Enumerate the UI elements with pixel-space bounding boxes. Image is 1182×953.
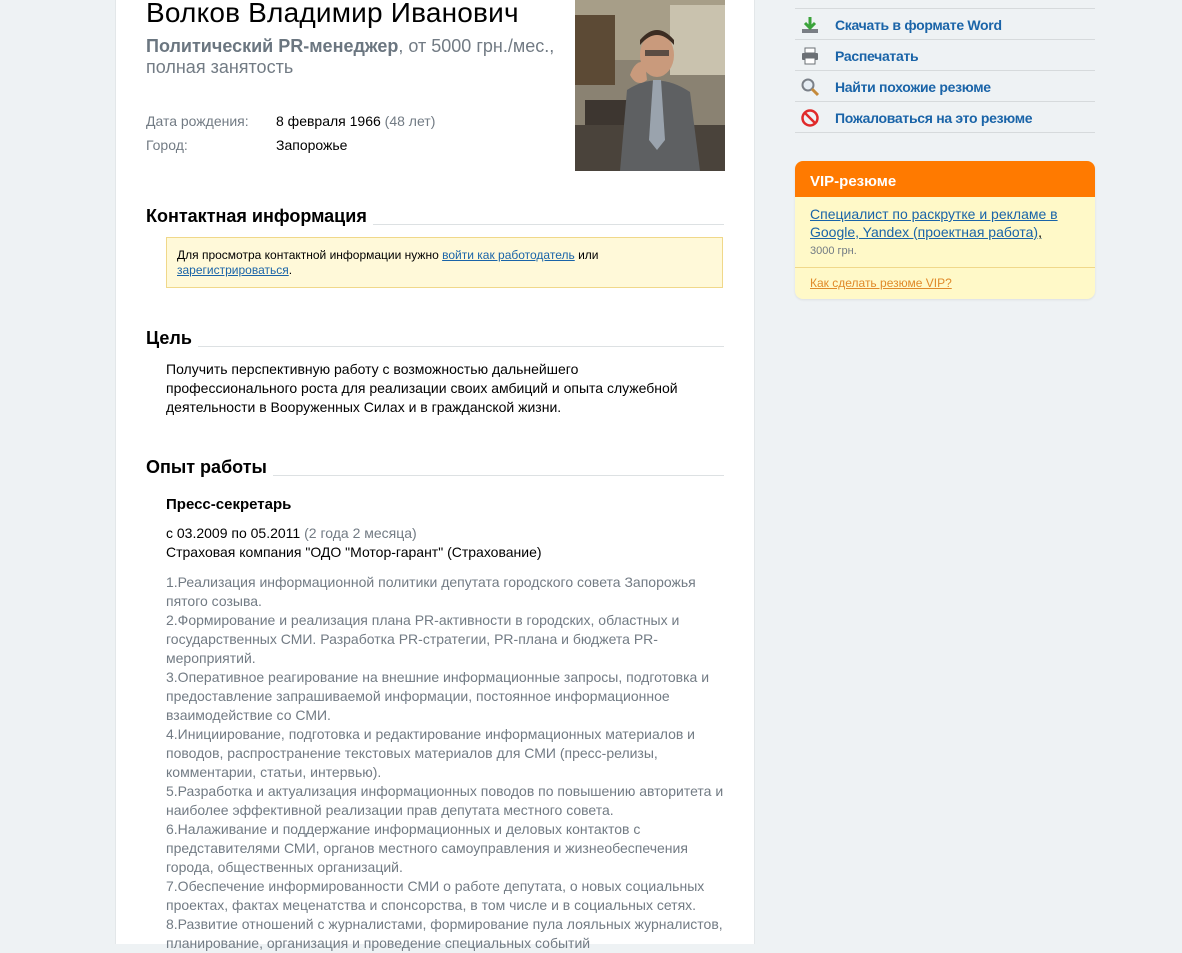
how-to-vip-link[interactable]: Как сделать резюме VIP? bbox=[810, 276, 952, 290]
job-company: Страховая компания "ОДО "Мотор-гарант" (Страхование) bbox=[166, 544, 542, 560]
birth-date-value: 8 февраля 1966 bbox=[276, 113, 381, 129]
duty-item: 2.Формирование и реализация плана PR-активности в городских, областных и государственных СМИ. Разработка PR-стратегии, PR-плана и бюджета PR-мероприятий. bbox=[166, 612, 680, 666]
magnifier-icon bbox=[800, 77, 820, 97]
download-word-action[interactable] bbox=[795, 9, 1095, 40]
printer-icon bbox=[800, 46, 820, 66]
contact-notice bbox=[166, 237, 723, 288]
notice-suffix-text: . bbox=[288, 263, 293, 277]
print-action[interactable] bbox=[795, 40, 1095, 71]
notice-prefix-text: Для просмотра контактной информации нужно bbox=[177, 248, 443, 262]
contact-section-heading bbox=[146, 200, 724, 225]
age-value: (48 лет) bbox=[384, 113, 436, 129]
resume-main-panel bbox=[115, 0, 755, 951]
position-details: , от 5000 грн./мес., полная занятость bbox=[146, 36, 555, 77]
duty-item: 8.Развитие отношений с журналистами, формирование пула лояльных журналистов, планирование, организация и проведение специальных событий bbox=[166, 916, 723, 951]
goal-text: Получить перспективную работу с возможностью дальнейшего профессионального роста для реализации своих амбиций и опыта служебной деятельности в Вооруженных Силах и в гражданской жизни. bbox=[166, 361, 678, 415]
contact-section-title: Контактная информация bbox=[146, 206, 373, 227]
login-as-employer-link[interactable]: войти как работодатель bbox=[442, 248, 575, 262]
birth-date-row bbox=[146, 113, 435, 129]
job-dates: с 03.2009 по 05.2011 bbox=[166, 525, 301, 541]
goal-section-title: Цель bbox=[146, 328, 198, 349]
find-similar-action[interactable] bbox=[795, 71, 1095, 102]
vip-resume-salary: 3000 грн. bbox=[810, 245, 857, 257]
vip-link-suffix: , bbox=[1038, 224, 1042, 240]
job-title: Пресс-секретарь bbox=[166, 496, 292, 513]
position-line bbox=[146, 36, 566, 78]
duty-item: 6.Налаживание и поддержание информационных и деловых контактов с представителями СМИ, органов местного самоуправления и жизнеобеспечения города, общественных организаций. bbox=[166, 821, 688, 875]
experience-section-title: Опыт работы bbox=[146, 457, 273, 478]
birth-date-label: Дата рождения: bbox=[146, 113, 249, 129]
report-resume-label: Пожаловаться на это резюме bbox=[835, 110, 1033, 126]
city-value: Запорожье bbox=[276, 137, 348, 153]
candidate-name: Волков Владимир Иванович bbox=[146, 0, 519, 28]
find-similar-label: Найти похожие резюме bbox=[835, 79, 991, 95]
duty-item: 7.Обеспечение информированности СМИ о работе депутата, о новых социальных проектах, фактах меценатства и спонсорства, в том числе и в социальных сетях. bbox=[166, 878, 705, 913]
vip-resume-box bbox=[795, 161, 1095, 299]
city-label: Город: bbox=[146, 137, 188, 153]
candidate-photo bbox=[575, 0, 725, 171]
duty-item: 3.Оперативное реагирование на внешние информационные запросы, подготовка и предоставление запрашиваемой информации, постоянное информационное взаимодействие со СМИ. bbox=[166, 669, 710, 723]
report-resume-action[interactable] bbox=[795, 102, 1095, 133]
job-period bbox=[166, 525, 417, 541]
vip-resume-link[interactable]: Специалист по раскрутке и рекламе в Google, Yandex (проектная работа) bbox=[810, 206, 1058, 240]
forbidden-icon bbox=[800, 108, 820, 128]
notice-middle-text: или bbox=[574, 248, 599, 262]
job-duties-list bbox=[166, 573, 731, 953]
experience-section-heading bbox=[146, 451, 724, 476]
duty-item: 5.Разработка и актуализация информационных поводов по повышению авторитета и наиболее эффективной реализации прав депутата местного совета. bbox=[166, 783, 724, 818]
download-icon bbox=[800, 15, 820, 35]
print-label: Распечатать bbox=[835, 48, 919, 64]
goal-section-heading bbox=[146, 322, 724, 347]
job-duration: (2 года 2 месяца) bbox=[304, 525, 417, 541]
position-title: Политический PR-менеджер bbox=[146, 36, 399, 56]
vip-resume-entry bbox=[810, 205, 1080, 241]
city-row bbox=[146, 137, 347, 153]
vip-resume-title: VIP-резюме bbox=[795, 161, 1095, 197]
duty-item: 1.Реализация информационной политики депутата городского совета Запорожья пятого созыва. bbox=[166, 574, 696, 609]
download-word-label: Скачать в формате Word bbox=[835, 17, 1002, 33]
register-link[interactable]: зарегистрироваться bbox=[177, 263, 289, 277]
vip-divider bbox=[795, 267, 1095, 268]
duty-item: 4.Инициирование, подготовка и редактирование информационных материалов и поводов, распространение текстовых материалов для СМИ (пресс-релизы, комментарии, статьи, интервью). bbox=[166, 726, 695, 780]
